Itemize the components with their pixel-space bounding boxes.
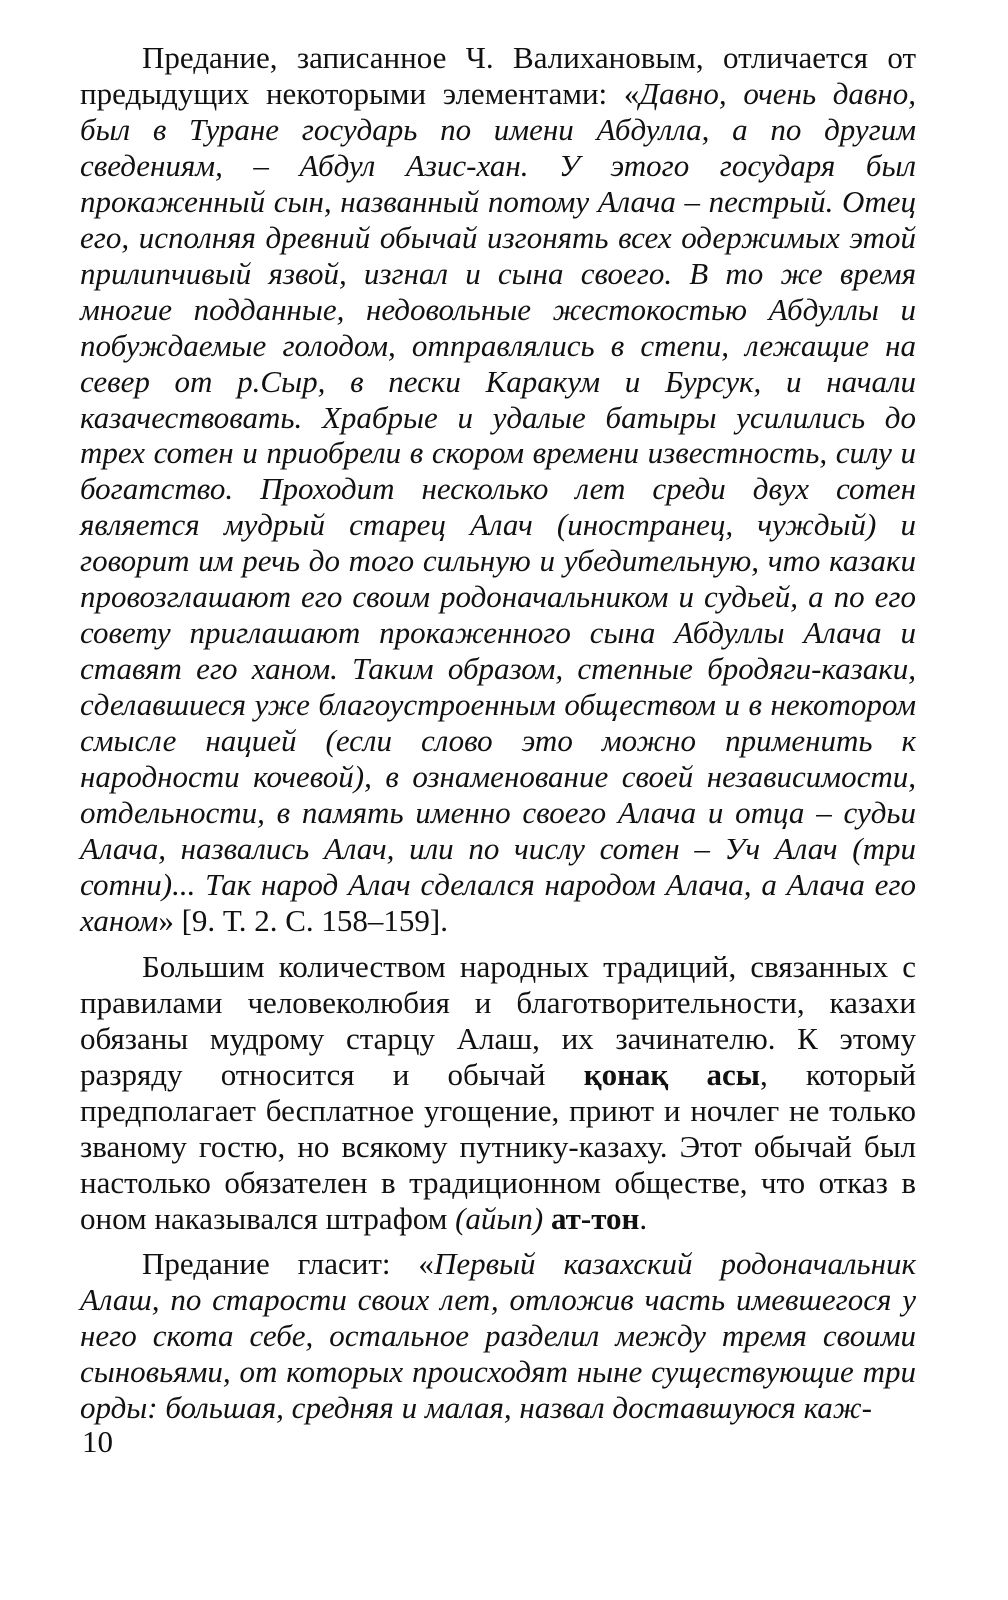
paragraph-valikhanov-legend [80, 40, 916, 939]
term-at-ton: ат-тон [550, 1200, 640, 1236]
text-run: Предание гласит: « [142, 1246, 434, 1282]
citation-run: » [9. Т. 2. С. 158–159]. [158, 902, 448, 938]
text-run: Большим количеством народных традиций, связанных с правилами человеколюбия и благотворительности, казахи обязаны мудрому старцу Алаш, их зачинателю. К этому разряду относится и обычай [80, 948, 916, 1092]
quote-run: Первый казахский родоначальник Алаш, по старости своих лет, отложив часть имевшегося у него скота себе, остальное разделил между тремя своими сыновьями, от которых происходят ныне существующие три орды: большая, средняя и малая, назвал доставшуюся каж- [80, 1246, 916, 1426]
quote-run: Давно, очень давно, был в Туране государь по имени Абдулла, а по другим сведениям, – Абдул Азис-хан. У этого государя был прокаженный сын, названный потому Алача – пестрый. Отец его, исполняя древний обычай изгонять всех одержимых этой прилипчивый язвой, изгнал и сына своего. В то же время многие подданные, недовольные жестокостью Абдуллы и побуждаемые голодом, отправлялись в степи, лежащие на север от р.Сыр, в пески Каракум и Бурсук, и начали казачествовать. Храбрые и удалые батыры усилились до трех сотен и приобрели в скором времени известность, силу и богатство. Проходит несколько лет среди двух сотен является мудрый старец Алач (иностранец, чуждый) и говорит им речь до того сильную и убедительную, что казаки провозглашают его своим родоначальником и судьей, а по его совету приглашают прокаженного сына Абдуллы Алача и ставят его ханом. Таким образом, степные бродяги-казаки, сделавшиеся уже благоустроенным обществом и в некотором смысле нацией (если слово это можно применить к народности кочевой), в ознаменование своей независимости, отдельности, в память именно своего Алача и отца – судьи Алача, назвались Алач, или по числу сотен – Уч Алач (три сотни)... Так народ Алач сделался народом Алача, а Алача его ханом [80, 75, 916, 938]
text-run: , который предполагает бесплатное угощение, приют и ночлег не только званому гостю, но всякому путнику-казаху. Этот обычай был настолько обязателен в традиционном обществе, что отказ в оном наказывался штрафом [80, 1056, 917, 1236]
text-run [543, 1201, 551, 1236]
paragraph-legend-says [80, 1246, 916, 1426]
paragraph-alash-traditions [80, 949, 916, 1237]
term-aiyp: (айып) [455, 1200, 544, 1236]
text-run: . [639, 1200, 648, 1236]
page-number: 10 [82, 1424, 113, 1459]
term-konak-asy: қонақ асы [583, 1056, 760, 1092]
text-run: Предание, записанное Ч. Валихановым, отличается от предыдущих некоторыми элементами: « [80, 40, 916, 111]
